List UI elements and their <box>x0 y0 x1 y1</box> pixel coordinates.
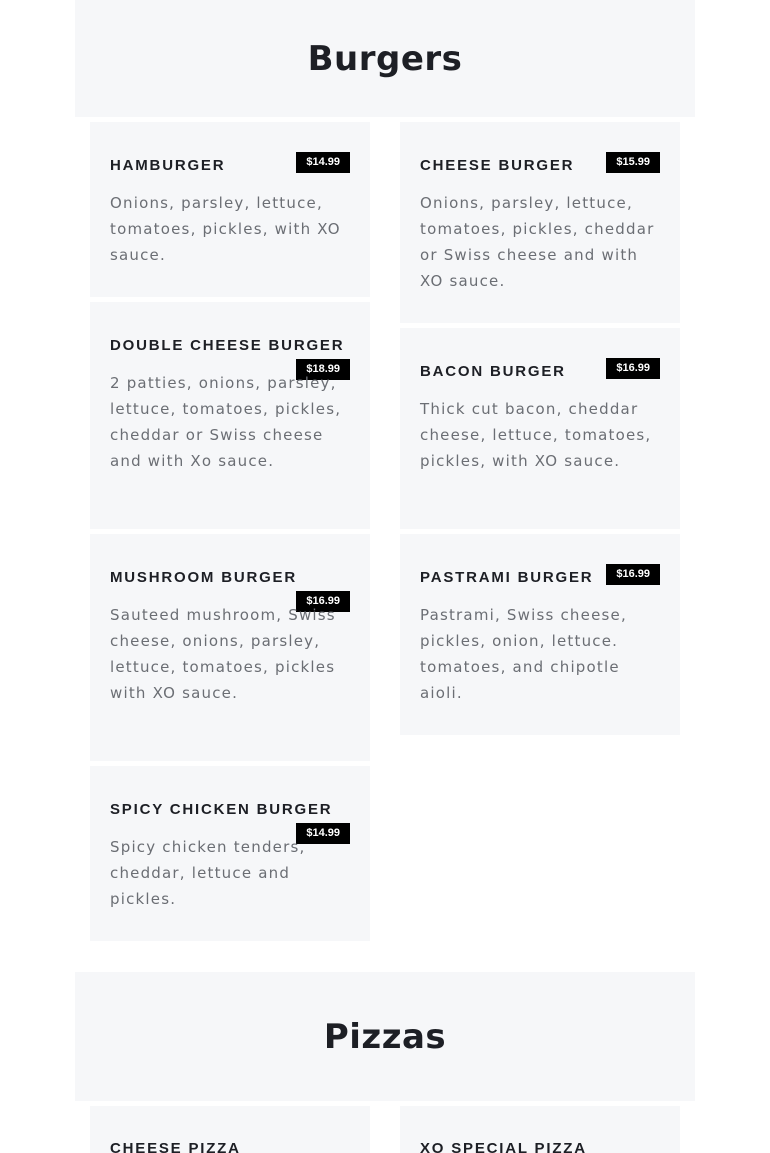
price-badge: $16.99 <box>296 591 350 612</box>
price-badge: $16.99 <box>606 358 660 379</box>
menu-item-name: SPICY CHICKEN BURGER <box>110 801 333 818</box>
menu-item-double-cheese-burger <box>90 302 370 529</box>
pizzas-section-header <box>75 972 695 1101</box>
price-badge: $18.99 <box>296 359 350 380</box>
pizzas-section-title: Pizzas <box>323 1016 447 1057</box>
price-badge: $16.99 <box>606 564 660 585</box>
menu-item-description: Pastrami, Swiss cheese, pickles, onion, lettuce. tomatoes, and chipotle aioli. <box>420 606 627 702</box>
menu-item-xo-special-pizza <box>400 1106 680 1153</box>
menu-item-name: PASTRAMI BURGER <box>420 569 594 586</box>
menu-item-name: CHEESE PIZZA <box>110 1140 241 1153</box>
burgers-section-title: Burgers <box>307 38 463 79</box>
menu-item-spicy-chicken-burger <box>90 766 370 941</box>
menu-item-name: HAMBURGER <box>110 157 226 174</box>
menu-item-name: XO SPECIAL PIZZA <box>420 1140 587 1153</box>
menu-item-cheese-burger <box>400 122 680 323</box>
menu-item-mushroom-burger <box>90 534 370 761</box>
menu-item-cheese-pizza <box>90 1106 370 1153</box>
menu-item-name: CHEESE BURGER <box>420 157 575 174</box>
menu-item-bacon-burger <box>400 328 680 529</box>
menu-item-hamburger <box>90 122 370 297</box>
menu-item-description: Sauteed mushroom, Swiss cheese, onions, parsley, lettuce, tomatoes, pickles with XO sauce. <box>110 606 336 702</box>
menu-item-description: Onions, parsley, lettuce, tomatoes, pickles, cheddar or Swiss cheese and with XO sauce. <box>420 194 655 290</box>
price-badge: $15.99 <box>606 152 660 173</box>
price-badge: $14.99 <box>296 823 350 844</box>
menu-item-name: MUSHROOM BURGER <box>110 569 297 586</box>
menu-item-name: BACON BURGER <box>420 363 566 380</box>
menu-item-pastrami-burger <box>400 534 680 735</box>
menu-item-description: Spicy chicken tenders, cheddar, lettuce and pickles. <box>110 838 306 908</box>
menu-item-description: 2 patties, onions, parsley, lettuce, tomatoes, pickles, cheddar or Swiss cheese and with Xo sauce. <box>110 374 342 470</box>
burgers-section-header <box>75 0 695 117</box>
menu-item-description: Thick cut bacon, cheddar cheese, lettuce, tomatoes, pickles, with XO sauce. <box>420 400 652 470</box>
price-badge: $14.99 <box>296 152 350 173</box>
menu-item-description: Onions, parsley, lettuce, tomatoes, pickles, with XO sauce. <box>110 194 341 264</box>
menu-item-name: DOUBLE CHEESE BURGER <box>110 337 345 354</box>
